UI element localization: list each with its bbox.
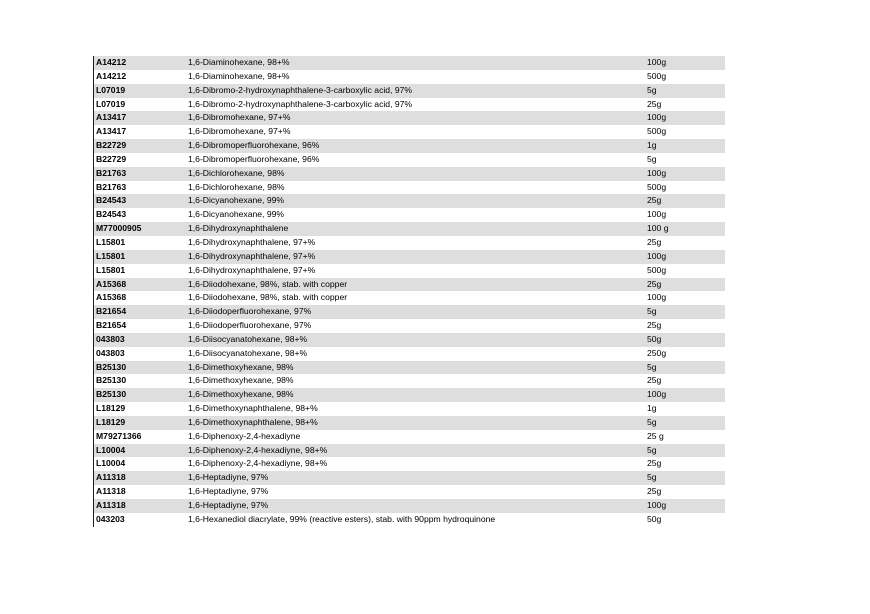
package-size: 500g — [647, 70, 667, 81]
product-description: 1,6-Diisocyanatohexane, 98+% — [188, 333, 308, 344]
package-size: 100g — [647, 209, 667, 220]
product-code: B25130 — [96, 389, 127, 400]
product-code: L07019 — [96, 98, 126, 109]
product-code: A13417 — [96, 126, 127, 137]
table-row — [94, 236, 725, 250]
table-row — [94, 153, 725, 167]
package-size: 25g — [647, 236, 662, 247]
package-size: 500g — [647, 126, 667, 137]
package-size: 100g — [647, 389, 667, 400]
table-row — [94, 499, 725, 513]
table-row — [94, 250, 725, 264]
product-code: B22729 — [96, 153, 127, 164]
product-description: 1,6-Diiodoperfluorohexane, 97% — [188, 306, 312, 317]
product-code: B21763 — [96, 167, 127, 178]
product-description: 1,6-Dibromohexane, 97+% — [188, 126, 291, 137]
package-size: 25g — [647, 375, 662, 386]
product-code: B25130 — [96, 361, 127, 372]
table-row — [94, 319, 725, 333]
package-size: 100g — [647, 500, 667, 510]
product-code: 043803 — [96, 333, 125, 344]
product-description: 1,6-Diphenoxy-2,4-hexadiyne, 98+% — [188, 444, 328, 455]
table-row — [94, 98, 725, 112]
product-description: 1,6-Diisocyanatohexane, 98+% — [188, 347, 308, 358]
product-description: 1,6-Diiodohexane, 98%, stab. with copper — [188, 278, 348, 289]
product-description: 1,6-Dicyanohexane, 99% — [188, 209, 285, 220]
product-description: 1,6-Dimethoxynaphthalene, 98+% — [188, 403, 318, 414]
product-description: 1,6-Dicyanohexane, 99% — [188, 195, 285, 206]
table-row — [94, 333, 725, 347]
product-description: 1,6-Dibromo-2-hydroxynaphthalene-3-carboxylic acid, 97% — [188, 84, 413, 95]
product-description: 1,6-Diphenoxy-2,4-hexadiyne — [188, 430, 301, 441]
product-code: B21763 — [96, 181, 127, 192]
table-row — [94, 416, 725, 430]
product-code: 043203 — [96, 513, 125, 524]
table-row — [94, 70, 725, 84]
product-description: 1,6-Dihydroxynaphthalene, 97+% — [188, 236, 316, 247]
package-size: 100g — [647, 292, 667, 303]
product-code: B24543 — [96, 195, 127, 206]
product-code: L15801 — [96, 264, 126, 275]
product-description: 1,6-Dichlorohexane, 98% — [188, 181, 285, 192]
table-row — [94, 111, 725, 125]
table-row — [94, 388, 725, 402]
package-size: 25g — [647, 195, 662, 206]
product-code: A14212 — [96, 70, 127, 81]
table-row — [94, 222, 725, 236]
product-code: A15368 — [96, 292, 127, 303]
table-row — [94, 84, 725, 98]
table-row — [94, 181, 725, 195]
table-row — [94, 361, 725, 375]
package-size: 1g — [647, 403, 657, 414]
product-description: 1,6-Dimethoxyhexane, 98% — [188, 389, 294, 400]
package-size: 100g — [647, 250, 667, 261]
table-row — [94, 264, 725, 278]
product-code: B21654 — [96, 306, 127, 317]
product-code: A11318 — [96, 486, 126, 497]
package-size: 1g — [647, 140, 657, 151]
table-row — [94, 208, 725, 222]
table-row — [94, 513, 725, 527]
product-table — [93, 56, 725, 527]
package-size: 50g — [647, 513, 662, 524]
package-size: 25g — [647, 320, 662, 331]
product-code: L18129 — [96, 403, 126, 414]
product-code: M79271366 — [96, 430, 142, 441]
product-description: 1,6-Dibromohexane, 97+% — [188, 112, 291, 123]
product-description: 1,6-Dichlorohexane, 98% — [188, 167, 285, 178]
product-code: A11318 — [96, 500, 126, 510]
package-size: 500g — [647, 181, 667, 192]
table-row — [94, 444, 725, 458]
product-code: L18129 — [96, 416, 126, 427]
product-code: A11318 — [96, 472, 126, 483]
package-size: 5g — [647, 472, 657, 483]
product-code: A13417 — [96, 112, 127, 123]
package-size: 500g — [647, 264, 667, 275]
table-row — [94, 347, 725, 361]
product-code: A14212 — [96, 57, 127, 67]
package-size: 100g — [647, 57, 667, 67]
package-size: 100 g — [647, 223, 669, 234]
package-size: 25g — [647, 458, 662, 469]
product-description: 1,6-Heptadiyne, 97% — [188, 472, 269, 483]
product-description: 1,6-Diiodohexane, 98%, stab. with copper — [188, 292, 348, 303]
package-size: 5g — [647, 84, 657, 95]
product-description: 1,6-Diaminohexane, 98+% — [188, 57, 290, 67]
product-description: 1,6-Hexanediol diacrylate, 99% (reactive esters), stab. with 90ppm hydroquinone — [188, 513, 496, 524]
package-size: 25g — [647, 98, 662, 109]
product-description: 1,6-Dimethoxyhexane, 98% — [188, 361, 294, 372]
table-row — [94, 402, 725, 416]
table-row — [94, 291, 725, 305]
package-size: 250g — [647, 347, 667, 358]
product-description: 1,6-Dibromo-2-hydroxynaphthalene-3-carboxylic acid, 97% — [188, 98, 413, 109]
table-row — [94, 167, 725, 181]
product-code: L10004 — [96, 458, 126, 469]
product-description: 1,6-Heptadiyne, 97% — [188, 500, 269, 510]
table-row — [94, 457, 725, 471]
package-size: 25g — [647, 278, 662, 289]
product-description: 1,6-Dibromoperfluorohexane, 96% — [188, 140, 320, 151]
product-description: 1,6-Dihydroxynaphthalene, 97+% — [188, 264, 316, 275]
table-row — [94, 485, 725, 499]
table-row — [94, 374, 725, 388]
package-size: 50g — [647, 333, 662, 344]
table-row — [94, 139, 725, 153]
package-size: 5g — [647, 444, 657, 455]
product-code: L10004 — [96, 444, 126, 455]
product-description: 1,6-Diiodoperfluorohexane, 97% — [188, 320, 312, 331]
package-size: 100g — [647, 112, 667, 123]
product-code: M77000905 — [96, 223, 142, 234]
table-row — [94, 278, 725, 292]
product-description: 1,6-Dihydroxynaphthalene — [188, 223, 289, 234]
table-row — [94, 56, 725, 70]
package-size: 5g — [647, 153, 657, 164]
package-size: 25 g — [647, 430, 664, 441]
package-size: 100g — [647, 167, 667, 178]
product-code: B24543 — [96, 209, 127, 220]
product-code: L15801 — [96, 236, 126, 247]
product-description: 1,6-Dimethoxyhexane, 98% — [188, 375, 294, 386]
product-code: B21654 — [96, 320, 127, 331]
product-code: A15368 — [96, 278, 127, 289]
product-description: 1,6-Diaminohexane, 98+% — [188, 70, 290, 81]
product-code: L07019 — [96, 84, 126, 95]
product-description: 1,6-Diphenoxy-2,4-hexadiyne, 98+% — [188, 458, 328, 469]
product-code: 043803 — [96, 347, 125, 358]
product-description: 1,6-Dihydroxynaphthalene, 97+% — [188, 250, 316, 261]
table-row — [94, 430, 725, 444]
package-size: 25g — [647, 486, 662, 497]
table-row — [94, 471, 725, 485]
table-row — [94, 305, 725, 319]
package-size: 5g — [647, 416, 657, 427]
package-size: 5g — [647, 306, 657, 317]
package-size: 5g — [647, 361, 657, 372]
product-code: B25130 — [96, 375, 127, 386]
product-description: 1,6-Dibromoperfluorohexane, 96% — [188, 153, 320, 164]
table-row — [94, 125, 725, 139]
product-code: L15801 — [96, 250, 126, 261]
product-code: B22729 — [96, 140, 127, 151]
table-row — [94, 194, 725, 208]
product-description: 1,6-Heptadiyne, 97% — [188, 486, 269, 497]
product-description: 1,6-Dimethoxynaphthalene, 98+% — [188, 416, 318, 427]
